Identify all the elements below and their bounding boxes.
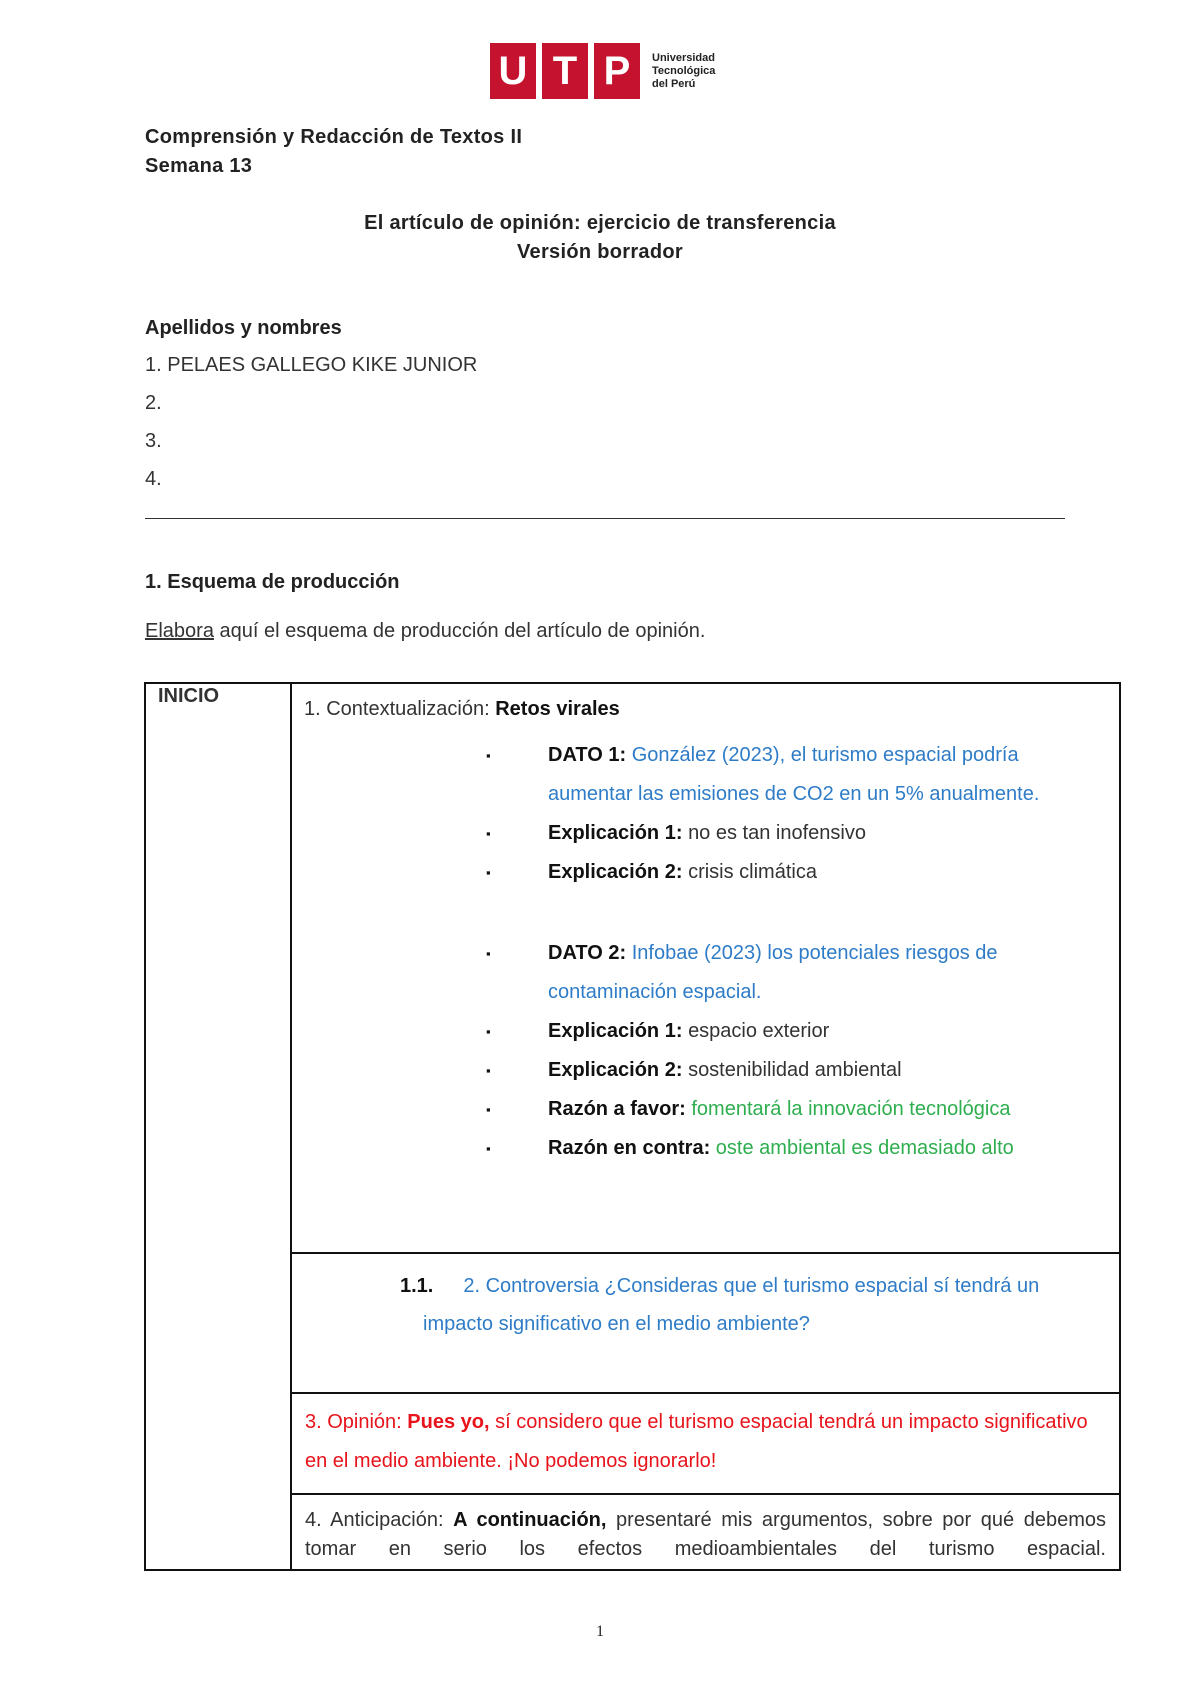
inicio-label: INICIO [145,683,291,1570]
dato1-item: ▪ DATO 1: González (2023), el turismo espacial podría aumentar las emisiones de CO2 en un 5% anualmente. [304,736,1107,814]
logo-letter-u: U [498,48,528,93]
page-number: 1 [596,1623,604,1640]
utp-logo-block [490,43,640,99]
course-title: Comprensión y Redacción de Textos II [145,126,523,148]
dato1-list [304,736,1107,892]
dato2-list [304,934,1107,1168]
utp-logo [490,42,715,100]
controversy-line1: 1.1. 2. Controversia ¿Consideras que el turismo espacial sí tendrá un [400,1275,1040,1297]
separator-line [145,518,1065,519]
contextualization: 1. Contextualización: Retos virales [304,698,620,720]
logo-letter-t: T [552,48,578,93]
logo-text: Universidad Tecnológica del Perú [652,51,716,90]
names-label: Apellidos y nombres [145,317,342,339]
context-cell [291,683,1120,1253]
production-scheme-table [144,682,1121,1571]
dato2-explanation1: ▪ Explicación 1: espacio exterior [304,1012,1107,1051]
controversy-cell [291,1253,1120,1393]
document-title: El artículo de opinión: ejercicio de transferencia [364,212,836,234]
dato2-explanation2: ▪ Explicación 2: sostenibilidad ambiental [304,1051,1107,1090]
reason-for: ▪ Razón a favor: fomentará la innovación tecnológica [304,1090,1107,1129]
name-line-3: 3. [145,430,162,452]
opinion-text: 3. Opinión: Pues yo, sí considero que el turismo espacial tendrá un impacto significativo en el medio ambiente. ¡No podemos ignorarlo! [305,1411,1088,1472]
controversy-line2: impacto significativo en el medio ambiente? [423,1313,810,1335]
anticipation-text: 4. Anticipación: A continuación, presentaré mis argumentos, sobre por qué debemos tomar en serio los efectos medioambientales del turismo espacial. [305,1509,1107,1560]
anticipation-cell [291,1494,1120,1570]
dato1-explanation2: ▪ Explicación 2: crisis climática [304,853,1107,892]
document-subtitle: Versión borrador [517,241,683,263]
logo-letter-p: P [603,48,631,93]
name-line-2: 2. [145,392,162,414]
section-title: 1. Esquema de producción [145,571,400,593]
instruction-text: Elabora aquí el esquema de producción del artículo de opinión. [145,620,706,642]
opinion-cell [291,1393,1120,1494]
name-line-1: 1. PELAES GALLEGO KIKE JUNIOR [145,354,478,376]
reason-against: ▪ Razón en contra: oste ambiental es demasiado alto [304,1129,1107,1168]
dato1-explanation1: ▪ Explicación 1: no es tan inofensivo [304,814,1107,853]
name-line-4: 4. [145,468,162,490]
dato2-item: ▪ DATO 2: Infobae (2023) los potenciales riesgos de contaminación espacial. [304,934,1107,1012]
week-label: Semana 13 [145,155,253,177]
